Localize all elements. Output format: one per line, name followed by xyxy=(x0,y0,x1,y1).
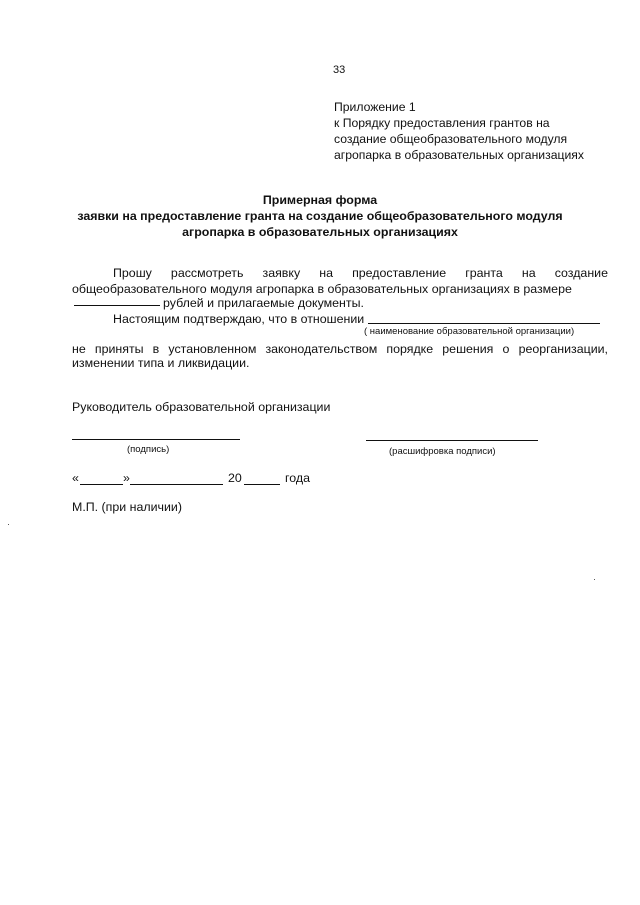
title-line-2: заявки на предоставление гранта на создание общеобразовательного модуля xyxy=(77,209,563,223)
para1-line-1 xyxy=(113,266,608,280)
scan-speck xyxy=(8,524,9,525)
appendix-line-3: создание общеобразовательного модуля xyxy=(334,132,568,146)
organization-name-caption: ( наименование образовательной организации) xyxy=(364,326,575,337)
word: на xyxy=(319,266,333,280)
signature-decoding-blank-line[interactable] xyxy=(366,440,538,441)
para2-line-1: Настоящим подтверждаю, что в отношении xyxy=(113,312,365,326)
date-year-suffix: года xyxy=(285,471,310,485)
word: на xyxy=(521,266,536,280)
word: приняты xyxy=(94,342,144,356)
word: рассмотреть xyxy=(170,266,244,280)
date-day-blank-line[interactable] xyxy=(80,484,123,485)
amount-blank-line[interactable] xyxy=(74,305,160,306)
date-year-prefix: 20 xyxy=(228,471,242,485)
word: в xyxy=(152,342,160,356)
word: порядке xyxy=(386,342,434,356)
word: гранта xyxy=(465,266,503,280)
para1-line-3: рублей и прилагаемые документы. xyxy=(163,296,364,310)
page-number: 33 xyxy=(333,64,346,76)
word: предоставление xyxy=(352,266,447,280)
word: законодательством xyxy=(265,342,378,356)
appendix-line-4: агропарка в образовательных организациях xyxy=(334,148,584,162)
organization-name-blank-line[interactable] xyxy=(368,323,600,324)
word: не xyxy=(72,342,86,356)
word: решения xyxy=(442,342,494,356)
para2-line-2 xyxy=(72,342,608,356)
word: о xyxy=(502,342,510,356)
signature-blank-line[interactable] xyxy=(72,439,240,440)
word: заявку xyxy=(262,266,301,280)
date-close-quote: » xyxy=(123,471,130,485)
appendix-header xyxy=(334,99,584,163)
head-of-organization-label: Руководитель образовательной организации xyxy=(72,400,331,414)
title-line-3: агропарка в образовательных организациях xyxy=(182,225,458,239)
word: создание xyxy=(554,266,608,280)
date-month-blank-line[interactable] xyxy=(130,484,223,485)
para1-line-2: общеобразовательного модуля агропарка в образовательных организациях в размере xyxy=(72,282,572,296)
scan-speck xyxy=(594,579,595,580)
word: установленном xyxy=(168,342,257,356)
stamp-place-label: М.П. (при наличии) xyxy=(72,500,182,514)
document-title xyxy=(0,192,640,240)
title-line-1: Примерная форма xyxy=(262,193,378,207)
appendix-line-2: к Порядку предоставления грантов на xyxy=(334,116,550,130)
date-year-blank-line[interactable] xyxy=(244,484,280,485)
signature-decoding-caption: (расшифровка подписи) xyxy=(389,446,496,457)
word: реорганизации, xyxy=(518,342,608,356)
appendix-line-1: Приложение 1 xyxy=(334,100,416,114)
word: Прошу xyxy=(113,266,152,280)
para2-line-3: изменении типа и ликвидации. xyxy=(72,356,250,370)
signature-caption: (подпись) xyxy=(127,444,170,455)
date-open-quote: « xyxy=(72,471,79,485)
